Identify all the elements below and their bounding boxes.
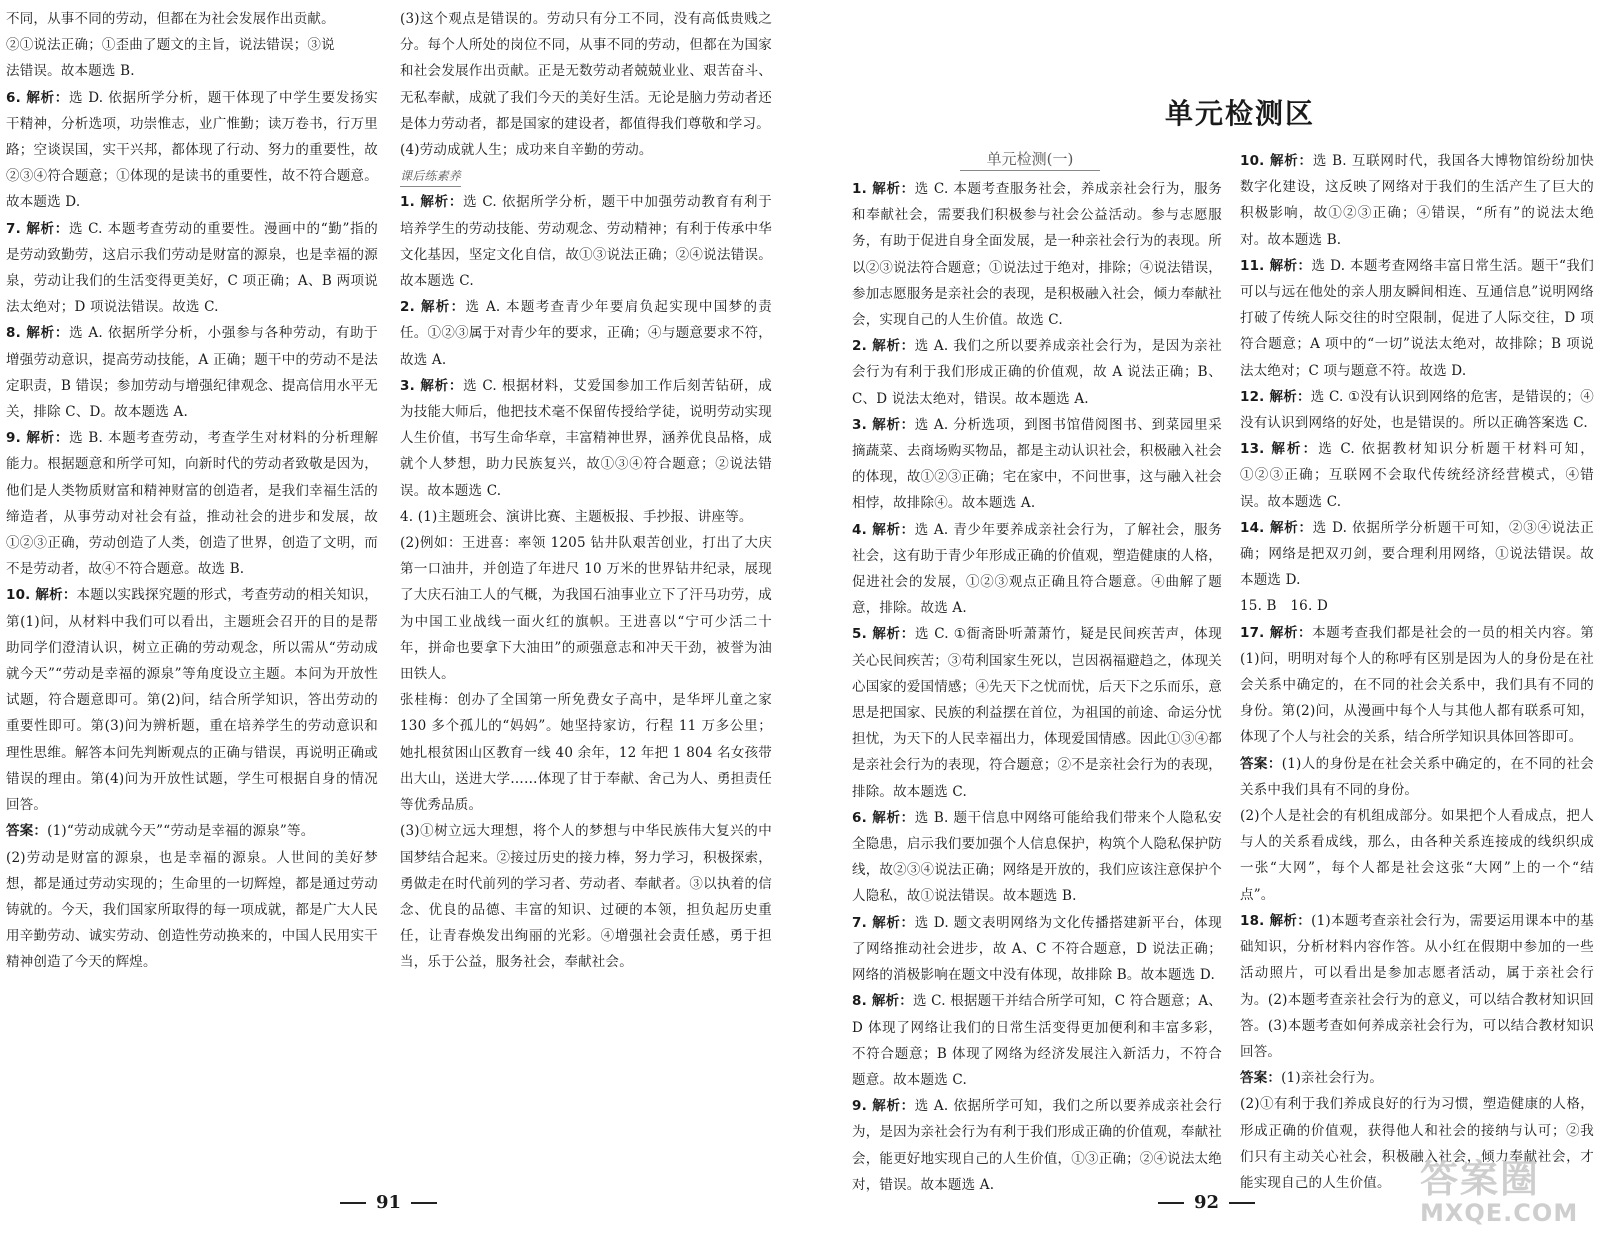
answer-paragraph (1240, 1065, 1594, 1091)
answer-paragraph (6, 582, 378, 818)
answer-paragraph (852, 910, 1222, 989)
answer-paragraph (1240, 620, 1594, 751)
answer-paragraph (852, 805, 1222, 910)
answer-paragraph (852, 1093, 1222, 1198)
answer-label: 9. 解析： (852, 1098, 915, 1115)
answer-text: (2)劳动是财富的源泉，也是幸福的源泉。人世间的美好梦想，都是通过劳动实现的；生命里的一切辉煌，都是通过劳动铸就的。今天，我们国家所取得的每一项成就，都是广大人民用辛勤劳动、诚实劳动、创造性劳动换来的，中国人民用实干精神创造了今天的辉煌。 (6, 849, 378, 971)
answer-paragraph (1240, 515, 1594, 594)
answer-paragraph (6, 216, 378, 321)
answer-paragraph (6, 32, 378, 58)
answer-paragraph (400, 373, 772, 504)
answer-paragraph (6, 58, 378, 84)
answer-label: 13. 解析： (1240, 441, 1319, 458)
answer-paragraph (1240, 751, 1594, 803)
answer-text: (4)劳动成就人生；成功来自辛勤的劳动。 (400, 142, 653, 159)
answer-paragraph (852, 621, 1222, 804)
page-number-dash (1158, 1202, 1184, 1204)
answer-label: 17. 解析： (1240, 624, 1313, 641)
left-page-column-2 (400, 6, 772, 976)
answer-label: 12. 解析： (1240, 388, 1311, 405)
left-page-column-1 (6, 6, 378, 976)
answer-text: 选 D. 本题考查网络丰富日常生活。题干“我们可以与远在他处的亲人朋友瞬间相连、互通信息”说明网络打破了传统人际交往的时空限制，促进了人际交往，D 项符合题意；A 项中的“一切”说法太绝对，故排除；B 项说法太绝对；C 项与题意不符。故选 D. (1240, 257, 1595, 379)
answer-paragraph (400, 818, 772, 975)
answer-text: 15. B 16. D (1240, 598, 1328, 615)
answer-text: 选 B. 本题考查劳动，考查学生对材料的分析理解能力。根据题意和所学可知，向新时代的劳动者致敬是因为，他们是人类物质财富和精神财富的创造者，是我们幸福生活的缔造者，从事劳动对社会有益，推动社会的进步和发展，故①②③正确，劳动创造了人类，创造了世界，创造了文明，而不是劳动者，故④不符合题意。故选 B. (6, 430, 379, 578)
answer-label: 6. 解析： (6, 89, 70, 106)
answer-paragraph (1240, 253, 1594, 384)
answer-text: 不同，从事不同的劳动，但都在为社会发展作出贡献。 (6, 11, 335, 27)
answer-paragraph (852, 176, 1222, 333)
answer-text: 选 D. 依据所学分析，题干体现了中学生要发扬实干精神，分析选项，功崇惟志，业广惟勤；读万卷书，行万里路；空谈误国，实干兴邦，都体现了行动、努力的重要性，故②③④符合题意；①体现的是读书的重要性，故不符合题意。故本题选 D. (6, 89, 379, 211)
answer-text: 选 C. 本题考查服务社会，养成亲社会行为，服务和奉献社会，需要我们积极参与社会公益活动。参与志愿服务，有助于促进自身全面发展，是一种亲社会行为的表现。所以②③说法符合题意；①说法过于绝对，排除；④说法错误，参加志愿服务是亲社会的表现，是积极融入社会，倾力奉献社会，实现自己的人生价值。故选 C. (852, 181, 1223, 329)
answer-text: (3)①树立远大理想，将个人的梦想与中华民族伟大复兴的中国梦结合起来。②接过历史的接力棒，努力学习，积极探索，勇做走在时代前列的学习者、劳动者、奉献者。③以执着的信念、优良的品德、丰富的知识、过硬的本领，担负起历史重任，让青春焕发出绚丽的光彩。④增强社会责任感，勇于担当，乐于公益，服务社会，奉献社会。 (400, 823, 772, 971)
answer-label: 8. 解析： (6, 325, 70, 342)
answer-text: 选 A. 本题考查青少年要肩负起实现中国梦的责任。①②③属于对青少年的要求，正确；④与题意要求不符，故选 A. (400, 299, 772, 368)
answer-label: 1. 解析： (400, 194, 464, 211)
answer-label: 2. 解析： (852, 338, 915, 355)
answer-label: 6. 解析： (852, 809, 915, 826)
answer-label: 9. 解析： (6, 430, 70, 447)
answer-text: 选 A. 依据所学分析，小强参与各种劳动，有助于增强劳动意识，提高劳动技能，A 正确；题干中的劳动不是法定职责，B 错误；参加劳动与增强纪律观念、提高信用水平无关，排除 C、D。故本题选 A. (6, 325, 378, 421)
answer-paragraph (6, 6, 378, 32)
right-page-column-2 (1240, 148, 1594, 1196)
answer-paragraph (400, 687, 772, 818)
answer-label: 14. 解析： (1240, 519, 1313, 536)
answer-paragraph (1240, 384, 1594, 436)
answer-text: 选 A. 青少年要养成亲社会行为，了解社会，服务社会，这有助于青少年形成正确的价值观，塑造健康的人格，促进社会的发展，①②③观点正确且符合题意。④曲解了题意，排除。故选 A. (852, 521, 1222, 617)
answer-label: 11. 解析： (1240, 257, 1312, 274)
answer-text: (2)①有利于我们养成良好的行为习惯，塑造健康的人格，形成正确的价值观，获得他人和社会的接纳与认可；②我们只有主动关心社会，积极融入社会，倾力奉献社会，才能实现自己的人生价值。 (1240, 1096, 1594, 1191)
left-page-number (330, 1192, 447, 1213)
answer-label: 10. 解析： (6, 587, 77, 604)
answer-text: 选 A. 分析选项，到图书馆借阅图书、到菜园里采摘蔬菜、去商场购买物品，都是主动认识社会，积极融入社会的体现，故①②③正确；宅在家中，不问世事，这与融入社会相悖，故排除④。故本题选 A. (852, 416, 1222, 512)
answer-text: (2)个人是社会的有机组成部分。如果把个人看成点，把人与人的关系看成线，那么，由各种关系连接成的线织织成一张“大网”，每个人都是社会这张“大网”上的一个“结点”。 (1240, 808, 1594, 903)
answer-paragraph (1240, 148, 1594, 253)
answer-text: (1)人的身份是在社会关系中确定的，在不同的社会关系中我们具有不同的身份。 (1240, 755, 1594, 798)
answer-label: 10. 解析： (1240, 153, 1313, 169)
answer-paragraph (400, 6, 772, 137)
right-page-column-1 (852, 148, 1222, 1198)
answer-text: 选 C. 依据所学分析，题干中加强劳动教育有利于培养学生的劳动技能、劳动观念、劳动精神；有利于传承中华文化基因，坚定文化自信，故①③说法正确；②④说法错误。故本题选 C. (400, 194, 772, 290)
answer-paragraph (400, 294, 772, 373)
watermark-en: MXQE.COM (1420, 1199, 1579, 1227)
answer-paragraph (400, 137, 772, 163)
answer-paragraph (1240, 908, 1594, 1065)
answer-label: 答案： (1240, 1070, 1282, 1087)
answer-paragraph (400, 189, 772, 294)
answer-text: 4. (1)主题班会、演讲比赛、主题板报、手抄报、讲座等。 (400, 508, 753, 525)
answer-label: 答案： (1240, 755, 1282, 772)
answer-text: 选 C. ①没有认识到网络的危害，是错误的；④没有认识到网络的好处，也是错误的。所以正确答案选 C. (1240, 388, 1594, 432)
answer-text: 本题考查我们都是社会的一员的相关内容。第(1)问，明明对每个人的称呼有区别是因为人的身份是在社会关系中确定的，在不同的社会关系中，我们具有不同的身份。第(2)问，从漫画中每个人与其他人都有联系可知，体现了个人与社会的关系，结合所学知识具体回答即可。 (1240, 624, 1595, 746)
right-page-number-text: 92 (1194, 1192, 1220, 1213)
answer-text: 选 C. 本题考查劳动的重要性。漫画中的“勤”指的是劳动致勤劳，这启示我们劳动是财富的源泉，也是幸福的源泉，劳动让我们的生活变得更美好，C 项正确；A、B 两项说法太绝对；D 项说法错误。故选 C. (6, 220, 379, 316)
answer-label: 8. 解析： (852, 993, 913, 1010)
answer-text: 本题以实践探究题的形式，考查劳动的相关知识，第(1)问，从材料中我们可以看出，主题班会召开的目的是帮助同学们澄清认识，树立正确的劳动观念，所以需从“劳动成就今天”“劳动是幸福的源泉”等角度设立主题。本问为开放性试题，符合题意即可。第(2)问，结合所学知识，答出劳动的重要性即可。第(3)问为辨析题，重在培养学生的劳动意识和理性思维。解答本问先判断观点的正确与错误，再说明正确或错误的理由。第(4)问为开放性试题，学生可根据自身的情况回答。 (6, 587, 378, 814)
answer-text: 选 A. 依据所学可知，我们之所以要养成亲社会行为，是因为亲社会行为有利于我们形成正确的价值观，奉献社会，能更好地实现自己的人生价值，①③正确；②④说法太绝对，错误。故本题选 A. (852, 1098, 1222, 1193)
answer-label: 7. 解析： (852, 914, 915, 931)
answer-text: (1)亲社会行为。 (1281, 1070, 1384, 1087)
answer-text: 张桂梅：创办了全国第一所免费女子高中，是华坪儿童之家 130 多个孤儿的“妈妈”。她坚持家访，行程 11 万多公里；她扎根贫困山区教育一线 40 余年，12 年把 1 804 名女孩带出大山，送进大学……体现了甘于奉献、舍己为人、勇担责任等优秀品质。 (400, 692, 772, 814)
answer-paragraph (6, 425, 378, 582)
answer-text: 选 C. 根据材料，艾爱国参加工作后刻苦钻研，成为技能大师后，他把技术毫不保留传授给学徒，说明劳动实现人生价值，书写生命华章，丰富精神世界，涵养优良品格，成就个人梦想，助力民族复兴，故①③④符合题意；②说法错误。故本题选 C. (400, 377, 772, 499)
answer-paragraph (852, 333, 1222, 412)
answer-text: (1)“劳动成就今天”“劳动是幸福的源泉”等。 (47, 823, 315, 840)
page-number-dash (1229, 1202, 1255, 1204)
answer-text: 选 B. 题干信息中网络可能给我们带来个人隐私安全隐患，启示我们要加强个人信息保护，构筑个人隐私保护防线，故②③④说法正确；网络是开放的，我们应该注意保护个人隐私，故①说法错误。故本题选 B. (852, 809, 1223, 905)
right-column-1-content (852, 176, 1222, 1198)
section-tag: 课后练素养 (400, 166, 461, 187)
answer-paragraph (1240, 593, 1594, 619)
answer-text: (1)本题考查亲社会行为，需要运用课本中的基础知识，分析材料内容作答。从小红在假期中参加的一些活动照片，可以看出是参加志愿者活动，属于亲社会行为。(2)本题考查亲社会行为的意义，可以结合教材知识回答。(3)本题考查如何养成亲社会行为，可以结合教材知识回答。 (1240, 912, 1594, 1060)
answer-text: 选 A. 我们之所以要养成亲社会行为，是因为亲社会行为有利于我们形成正确的价值观，故 A 说法正确；B、C、D 说法太绝对，错误。故本题选 A. (852, 338, 1222, 407)
left-page-number-text: 91 (376, 1192, 402, 1213)
answer-text: 选 D. 依据所学分析题干可知，②③④说法正确；网络是把双刃剑，要合理利用网络，①说法错误。故本题选 D. (1240, 519, 1595, 589)
answer-label: 1. 解析： (852, 181, 915, 197)
page-number-dash (340, 1202, 366, 1204)
answer-label: 5. 解析： (852, 626, 915, 643)
answer-paragraph (6, 818, 378, 844)
answer-label: 3. 解析： (852, 416, 915, 433)
answer-paragraph (1240, 436, 1594, 515)
answer-paragraph (400, 530, 772, 687)
answer-label: 2. 解析： (400, 299, 466, 316)
answer-text: 选 D. 题文表明网络为文化传播搭建新平台，体现了网络推动社会进步，故 A、C 不符合题意，D 说法正确；网络的消极影响在题文中没有体现，故排除 B。故本题选 D. (852, 914, 1223, 984)
answer-paragraph (1240, 803, 1594, 908)
answer-label: 7. 解析： (6, 220, 69, 237)
answer-paragraph (6, 845, 378, 976)
answer-text: 选 C. 根据题干并结合所学可知，C 符合题意；A、D 体现了网络让我们的日常生活变得更加便利和丰富多彩，不符合题意；B 体现了网络为经济发展注入新活力，不符合题意。故本题选 C. (852, 993, 1222, 1088)
answer-text: ②①说法正确；①歪曲了题文的主旨，说法错误；③说 (6, 37, 335, 54)
answer-paragraph (852, 412, 1222, 517)
answer-label: 3. 解析： (400, 377, 464, 394)
watermark-logo (1420, 1148, 1590, 1236)
page-number-dash (411, 1202, 437, 1204)
answer-label: 答案： (6, 823, 48, 840)
answer-label: 18. 解析： (1240, 912, 1312, 929)
answer-text: 选 C. ①衙斋卧听萧萧竹，疑是民间疾苦声，体现关心民间疾苦；③苟利国家生死以，岂因祸福避趋之，体现关心国家的爱国情感；④先天下之忧而忧，后天下之乐而乐，意思是把国家、民族的利益摆在首位，为祖国的前途、命运分忧担忧，为天下的人民幸福出力，体现爱国情感。因此①③④都是亲社会行为的表现，符合题意；②不是亲社会行为的表现，排除。故本题选 C. (852, 626, 1223, 800)
answer-paragraph (852, 517, 1222, 622)
answer-paragraph (6, 85, 378, 216)
answer-text: (2)例如：王进喜：率领 1205 钻井队艰苦创业，打出了大庆第一口油井，并创造了年进尺 10 万米的世界钻井纪录，展现了大庆石油工人的气概，为我国石油事业立下了汗马功劳，成为中国工业战线一面火红的旗帜。王进喜以“宁可少活二十年，拼命也要拿下大油田”的顽强意志和冲天干劲，被誉为油田铁人。 (400, 535, 772, 683)
answer-paragraph (400, 504, 772, 530)
watermark-cn: 答案圈 (1420, 1157, 1541, 1201)
answer-text: 法错误。故本题选 B. (6, 63, 135, 80)
right-page-number (1148, 1192, 1265, 1213)
answer-text: 选 C. 依据教材知识分析题干材料可知，①②③正确；互联网不会取代传统经济经营模式，④错误。故本题选 C. (1240, 441, 1594, 510)
answer-text: (3)这个观点是错误的。劳动只有分工不同，没有高低贵贱之分。每个人所处的岗位不同，从事不同的劳动，但都在为国家和社会发展作出贡献。正是无数劳动者兢兢业业、艰苦奋斗、无私奉献，成就了我们今天的美好生活。无论是脑力劳动者还是体力劳动者，都是国家的建设者，都值得我们尊敬和学习。 (400, 11, 772, 132)
answer-paragraph (852, 988, 1222, 1093)
answer-label: 4. 解析： (852, 521, 915, 538)
answer-text: 选 B. 互联网时代，我国各大博物馆纷纷加快数字化建设，这反映了网络对于我们的生活产生了巨大的积极影响，故①②③正确；④错误，“所有”的说法太绝对。故本题选 B. (1240, 153, 1594, 248)
unit-test-subtitle: 单元检测(一) (960, 148, 1100, 171)
answer-paragraph (6, 320, 378, 425)
section-title: 单元检测区 (1164, 97, 1315, 130)
